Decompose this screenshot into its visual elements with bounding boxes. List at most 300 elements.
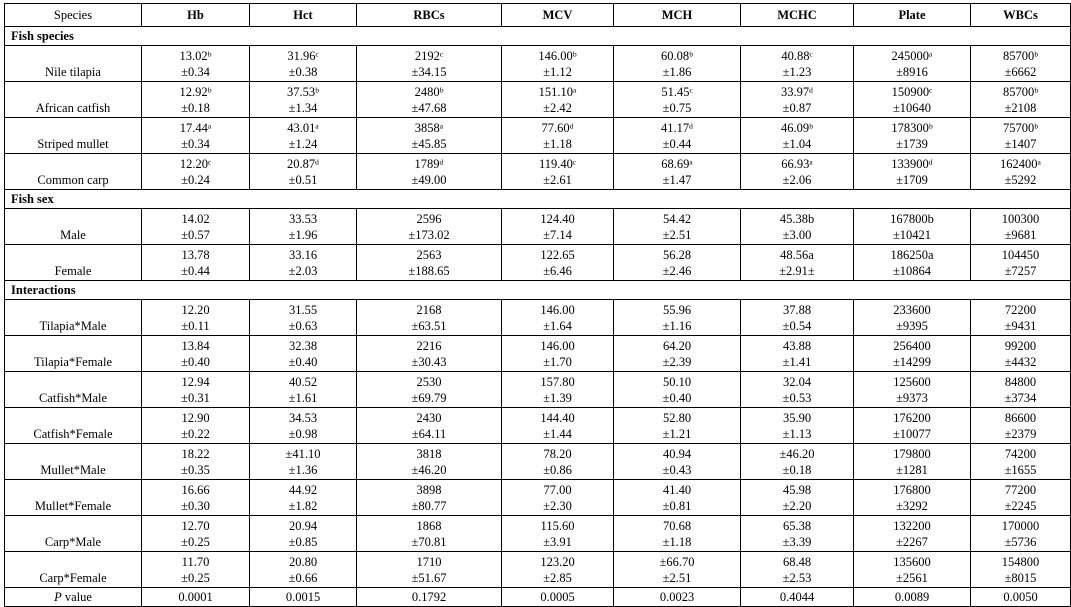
cell-se: ±1.64 <box>543 318 572 333</box>
cell-mean: 50.10 <box>662 374 692 389</box>
table-cell <box>142 516 250 552</box>
cell-mean: 45.38b <box>779 211 815 226</box>
cell-mean: 43.01ᵃ <box>287 120 319 135</box>
table-cell <box>614 154 741 190</box>
pvalue-label-rest: value <box>61 590 92 604</box>
table-cell <box>502 336 614 372</box>
cell-mean: 154800 <box>1001 554 1040 569</box>
cell-se: ±2.51 <box>662 227 692 242</box>
cell-mean: 37.88 <box>782 302 812 317</box>
table-cell <box>614 118 741 154</box>
cell-mean: 12.92ᵇ <box>179 84 212 99</box>
cell-mean: 32.38 <box>288 338 318 353</box>
table-row <box>5 300 1071 336</box>
header-mchc: MCHC <box>741 4 854 27</box>
cell-se: ±10421 <box>892 227 932 242</box>
table-cell <box>502 408 614 444</box>
cell-mean: 133900ᵈ <box>891 156 933 171</box>
section-title: Interactions <box>5 281 1071 300</box>
table-cell <box>971 209 1071 245</box>
table-cell <box>971 444 1071 480</box>
cell-mean: 162400ᵃ <box>1000 156 1041 171</box>
cell-se: ±1.44 <box>543 426 572 441</box>
hematology-table <box>4 3 1071 607</box>
cell-se: ±2267 <box>896 534 928 549</box>
row-label: Carp*Female <box>5 552 142 588</box>
table-cell <box>741 209 854 245</box>
cell-mean: 135600 <box>893 554 931 569</box>
table-cell <box>741 245 854 281</box>
table-cell <box>854 552 971 588</box>
cell-se: ±47.68 <box>411 100 447 115</box>
cell-se: ±49.00 <box>411 172 447 187</box>
table-cell <box>142 154 250 190</box>
cell-se: ±3.00 <box>782 227 812 242</box>
cell-mean: 176800 <box>893 482 931 497</box>
table-cell <box>854 209 971 245</box>
cell-se: ±69.79 <box>411 390 447 405</box>
table-cell <box>357 118 502 154</box>
header-mch: MCH <box>614 4 741 27</box>
cell-se: ±9373 <box>896 390 928 405</box>
cell-se: ±1709 <box>896 172 928 187</box>
cell-se: ±0.43 <box>662 462 692 477</box>
cell-se: ±0.57 <box>181 227 210 242</box>
table-cell <box>854 46 971 82</box>
cell-se: ±0.11 <box>181 318 210 333</box>
table-cell <box>741 46 854 82</box>
table-cell <box>502 82 614 118</box>
cell-mean: 85700ᵇ <box>1002 84 1039 99</box>
table-cell <box>250 154 357 190</box>
cell-mean: 3858ᵃ <box>414 120 444 135</box>
cell-mean: 46.09ᵇ <box>781 120 813 135</box>
table-cell <box>357 209 502 245</box>
cell-mean: 2430 <box>416 410 442 425</box>
cell-mean: 85700ᵇ <box>1002 48 1039 63</box>
cell-se: ±3292 <box>896 498 928 513</box>
cell-mean: 86600 <box>1004 410 1037 425</box>
cell-mean: 84800 <box>1004 374 1037 389</box>
table-cell <box>250 552 357 588</box>
cell-mean: 31.96ᶜ <box>287 48 319 63</box>
cell-se: ±46.20 <box>411 462 447 477</box>
table-cell <box>854 372 971 408</box>
cell-se: ±2.06 <box>782 172 812 187</box>
cell-se: ±1.16 <box>662 318 692 333</box>
table-cell <box>142 336 250 372</box>
table-cell <box>971 336 1071 372</box>
cell-se: ±1.47 <box>662 172 692 187</box>
cell-mean: 2530 <box>416 374 442 389</box>
cell-mean: 123.20 <box>540 554 575 569</box>
table-cell <box>971 245 1071 281</box>
cell-mean: 77.00 <box>543 482 572 497</box>
table-cell <box>357 372 502 408</box>
cell-se: ±6.46 <box>543 263 572 278</box>
table-row <box>5 82 1071 118</box>
cell-se: ±70.81 <box>411 534 447 549</box>
cell-mean: ±66.70 <box>659 554 695 569</box>
cell-se: ±188.65 <box>408 263 450 278</box>
table-cell <box>250 372 357 408</box>
cell-se: ±30.43 <box>411 354 447 369</box>
cell-se: ±7.14 <box>543 227 572 242</box>
cell-se: ±2.46 <box>662 263 692 278</box>
cell-mean: 11.70 <box>181 554 210 569</box>
header-plate: Plate <box>854 4 971 27</box>
cell-se: ±0.18 <box>181 100 210 115</box>
cell-mean: 2563 <box>416 247 442 262</box>
cell-se: ±1.34 <box>288 100 318 115</box>
cell-mean: 122.65 <box>540 247 575 262</box>
header-rbcs: RBCs <box>357 4 502 27</box>
section-title: Fish sex <box>5 190 1071 209</box>
cell-se: ±0.51 <box>288 172 318 187</box>
cell-mean: 233600 <box>893 302 931 317</box>
table-cell <box>250 82 357 118</box>
table-cell <box>971 516 1071 552</box>
cell-se: ±0.34 <box>181 136 210 151</box>
cell-se: ±0.40 <box>181 354 210 369</box>
table-cell <box>614 372 741 408</box>
table-cell <box>741 154 854 190</box>
cell-mean: 34.53 <box>288 410 318 425</box>
cell-se: ±1.86 <box>662 64 692 79</box>
table-cell <box>854 408 971 444</box>
cell-mean: 78.20 <box>543 446 572 461</box>
table-cell <box>854 118 971 154</box>
table-cell <box>357 245 502 281</box>
cell-mean: 179800 <box>893 446 931 461</box>
table-cell <box>357 552 502 588</box>
cell-mean: 2168 <box>416 302 442 317</box>
cell-mean: 40.52 <box>288 374 318 389</box>
table-cell <box>971 154 1071 190</box>
cell-se: ±1.39 <box>543 390 572 405</box>
table-cell <box>854 336 971 372</box>
cell-se: ±4432 <box>1004 354 1037 369</box>
cell-mean: 245000ᵃ <box>891 48 933 63</box>
table-cell <box>250 118 357 154</box>
table-cell <box>854 444 971 480</box>
table-cell <box>502 300 614 336</box>
table-cell <box>357 516 502 552</box>
table-cell <box>854 300 971 336</box>
cell-mean: 20.80 <box>288 554 318 569</box>
cell-mean: 40.94 <box>662 446 692 461</box>
cell-se: ±0.30 <box>181 498 210 513</box>
table-cell <box>502 372 614 408</box>
cell-se: ±1.61 <box>288 390 318 405</box>
table-cell <box>971 552 1071 588</box>
cell-se: ±0.18 <box>782 462 812 477</box>
table-cell <box>614 408 741 444</box>
table-cell <box>614 82 741 118</box>
cell-mean: 99200 <box>1004 338 1037 353</box>
cell-mean: 119.40ᶜ <box>538 156 577 171</box>
section-header-row <box>5 281 1071 300</box>
table-cell <box>854 480 971 516</box>
cell-se: ±10864 <box>892 263 932 278</box>
cell-mean: 14.02 <box>181 211 210 226</box>
cell-se: ±1.18 <box>543 136 572 151</box>
table-cell <box>502 118 614 154</box>
header-species: Species <box>5 4 142 27</box>
row-label: Striped mullet <box>5 118 142 154</box>
cell-mean: 17.44ᵃ <box>179 120 212 135</box>
cell-se: ±1281 <box>896 462 928 477</box>
cell-mean: 124.40 <box>540 211 575 226</box>
section-header-row <box>5 190 1071 209</box>
table-cell <box>614 300 741 336</box>
table-cell <box>357 408 502 444</box>
table-cell <box>357 82 502 118</box>
cell-mean: 146.00 <box>540 302 575 317</box>
table-cell <box>357 336 502 372</box>
cell-mean: 1868 <box>416 518 442 533</box>
cell-mean: 13.78 <box>181 247 210 262</box>
cell-se: ±2108 <box>1004 100 1037 115</box>
cell-se: ±0.35 <box>181 462 210 477</box>
cell-mean: 151.10ᵃ <box>538 84 577 99</box>
cell-mean: 146.00ᵇ <box>538 48 577 63</box>
cell-se: ±0.22 <box>181 426 210 441</box>
table-cell <box>614 46 741 82</box>
cell-mean: 77200 <box>1004 482 1037 497</box>
cell-se: ±2.39 <box>662 354 692 369</box>
table-cell <box>741 118 854 154</box>
cell-mean: 37.53ᵇ <box>287 84 319 99</box>
cell-mean: 16.66 <box>181 482 210 497</box>
cell-se: ±51.67 <box>411 570 447 585</box>
cell-se: ±1.21 <box>662 426 692 441</box>
header-wbcs: WBCs <box>971 4 1071 27</box>
table-cell <box>502 552 614 588</box>
table-row <box>5 245 1071 281</box>
cell-se: ±0.44 <box>181 263 210 278</box>
cell-se: ±80.77 <box>411 498 447 513</box>
table-cell <box>614 516 741 552</box>
table-cell <box>142 480 250 516</box>
cell-se: ±0.31 <box>181 390 210 405</box>
cell-mean: 178300ᵇ <box>891 120 933 135</box>
cell-se: ±0.86 <box>543 462 572 477</box>
cell-se: ±2.03 <box>288 263 318 278</box>
cell-mean: 33.53 <box>288 211 318 226</box>
row-label: Common carp <box>5 154 142 190</box>
cell-se: ±1.70 <box>543 354 572 369</box>
cell-se: ±1.23 <box>782 64 812 79</box>
table-cell <box>854 245 971 281</box>
cell-mean: 33.97ᵈ <box>780 84 813 99</box>
cell-se: ±0.40 <box>288 354 318 369</box>
cell-se: ±63.51 <box>411 318 447 333</box>
table-cell <box>614 209 741 245</box>
cell-se: ±0.25 <box>181 570 210 585</box>
table-row <box>5 118 1071 154</box>
cell-se: ±2561 <box>896 570 928 585</box>
cell-se: ±1.13 <box>782 426 812 441</box>
table-cell <box>741 372 854 408</box>
cell-se: ±0.85 <box>288 534 318 549</box>
cell-se: ±0.40 <box>662 390 692 405</box>
table-cell <box>854 82 971 118</box>
table-cell <box>741 408 854 444</box>
table-cell <box>971 82 1071 118</box>
row-label: Catfish*Female <box>5 408 142 444</box>
table-cell <box>142 46 250 82</box>
cell-se: ±2.85 <box>543 570 572 585</box>
row-label: Tilapia*Male <box>5 300 142 336</box>
cell-se: ±2379 <box>1004 426 1037 441</box>
cell-mean: 65.38 <box>782 518 812 533</box>
cell-se: ±5736 <box>1004 534 1037 549</box>
cell-se: ±9681 <box>1004 227 1037 242</box>
cell-mean: 2480ᵇ <box>414 84 444 99</box>
table-cell <box>614 480 741 516</box>
row-label: Female <box>5 245 142 281</box>
cell-se: ±2.53 <box>782 570 812 585</box>
cell-mean: 2216 <box>416 338 442 353</box>
pvalue-cell: 0.1792 <box>357 588 502 607</box>
table-cell <box>250 516 357 552</box>
cell-mean: 40.88ᶜ <box>781 48 813 63</box>
cell-mean: 31.55 <box>288 302 318 317</box>
cell-mean: 52.80 <box>662 410 692 425</box>
table-row <box>5 372 1071 408</box>
cell-mean: 186250a <box>890 247 934 262</box>
cell-mean: 12.20 <box>181 302 210 317</box>
table-cell <box>502 154 614 190</box>
cell-se: ±1.36 <box>288 462 318 477</box>
cell-se: ±1655 <box>1004 462 1037 477</box>
table-cell <box>741 444 854 480</box>
table-cell <box>357 300 502 336</box>
row-label: African catfish <box>5 82 142 118</box>
cell-mean: 33.16 <box>288 247 318 262</box>
table-row <box>5 408 1071 444</box>
cell-mean: 12.70 <box>181 518 210 533</box>
cell-mean: 68.69ᵃ <box>661 156 693 171</box>
cell-mean: 12.90 <box>181 410 210 425</box>
cell-mean: 77.60ᵈ <box>541 120 574 135</box>
table-cell <box>142 444 250 480</box>
table-cell <box>357 154 502 190</box>
cell-mean: 44.92 <box>288 482 318 497</box>
cell-se: ±1.12 <box>543 64 572 79</box>
cell-mean: 170000 <box>1001 518 1040 533</box>
cell-se: ±173.02 <box>408 227 450 242</box>
table-cell <box>971 46 1071 82</box>
cell-se: ±5292 <box>1004 172 1037 187</box>
cell-mean: 60.08ᵇ <box>661 48 693 63</box>
pvalue-cell: 0.4044 <box>741 588 854 607</box>
cell-se: ±2.30 <box>543 498 572 513</box>
pvalue-cell: 0.0001 <box>142 588 250 607</box>
cell-mean: ±46.20 <box>779 446 815 461</box>
cell-se: ±1.96 <box>288 227 318 242</box>
cell-mean: 1710 <box>416 554 442 569</box>
header-hb: Hb <box>142 4 250 27</box>
cell-se: ±1739 <box>896 136 928 151</box>
table-cell <box>502 245 614 281</box>
table-cell <box>142 209 250 245</box>
cell-se: ±3.39 <box>782 534 812 549</box>
cell-mean: 68.48 <box>782 554 812 569</box>
cell-se: ±0.44 <box>662 136 692 151</box>
cell-se: ±6662 <box>1004 64 1037 79</box>
cell-mean: 18.22 <box>181 446 210 461</box>
cell-mean: 115.60 <box>540 518 575 533</box>
table-cell <box>502 46 614 82</box>
pvalue-label <box>5 588 142 607</box>
cell-mean: 2192ᶜ <box>414 48 444 63</box>
cell-mean: 41.17ᵈ <box>660 120 693 135</box>
table-cell <box>971 300 1071 336</box>
pvalue-cell: 0.0023 <box>614 588 741 607</box>
cell-se: ±0.24 <box>181 172 210 187</box>
cell-mean: 55.96 <box>662 302 692 317</box>
cell-mean: 13.02ᵇ <box>179 48 212 63</box>
table-row <box>5 209 1071 245</box>
cell-mean: 3898 <box>416 482 442 497</box>
pvalue-cell: 0.0005 <box>502 588 614 607</box>
cell-mean: 176200 <box>893 410 931 425</box>
cell-se: ±14299 <box>892 354 932 369</box>
cell-se: ±2.91± <box>779 263 815 278</box>
pvalue-cell: 0.0015 <box>250 588 357 607</box>
cell-se: ±0.34 <box>181 64 210 79</box>
table-cell <box>502 444 614 480</box>
table-cell <box>614 336 741 372</box>
cell-mean: 66.93ᵃ <box>781 156 813 171</box>
header-mcv: MCV <box>502 4 614 27</box>
table-cell <box>741 300 854 336</box>
table-cell <box>971 118 1071 154</box>
cell-mean: 64.20 <box>662 338 692 353</box>
row-label: Tilapia*Female <box>5 336 142 372</box>
cell-mean: 144.40 <box>540 410 575 425</box>
section-header-row <box>5 27 1071 46</box>
cell-mean: 41.40 <box>662 482 692 497</box>
row-label: Mullet*Female <box>5 480 142 516</box>
cell-se: ±0.25 <box>181 534 210 549</box>
row-label: Male <box>5 209 142 245</box>
table-cell <box>250 444 357 480</box>
cell-se: ±1407 <box>1004 136 1037 151</box>
cell-mean: 167800b <box>890 211 934 226</box>
cell-se: ±0.63 <box>288 318 318 333</box>
table-cell <box>142 372 250 408</box>
table-cell <box>357 480 502 516</box>
table-cell <box>142 118 250 154</box>
cell-se: ±10640 <box>892 100 932 115</box>
table-cell <box>502 516 614 552</box>
cell-se: ±0.81 <box>662 498 692 513</box>
table-cell <box>741 516 854 552</box>
pvalue-label-italic: P <box>54 590 62 604</box>
cell-se: ±9395 <box>896 318 928 333</box>
cell-mean: 100300 <box>1001 211 1040 226</box>
row-label: Catfish*Male <box>5 372 142 408</box>
cell-mean: 132200 <box>893 518 931 533</box>
table-row <box>5 552 1071 588</box>
cell-mean: 2596 <box>416 211 442 226</box>
table-cell <box>971 480 1071 516</box>
cell-se: ±0.87 <box>782 100 812 115</box>
cell-mean: 56.28 <box>662 247 692 262</box>
